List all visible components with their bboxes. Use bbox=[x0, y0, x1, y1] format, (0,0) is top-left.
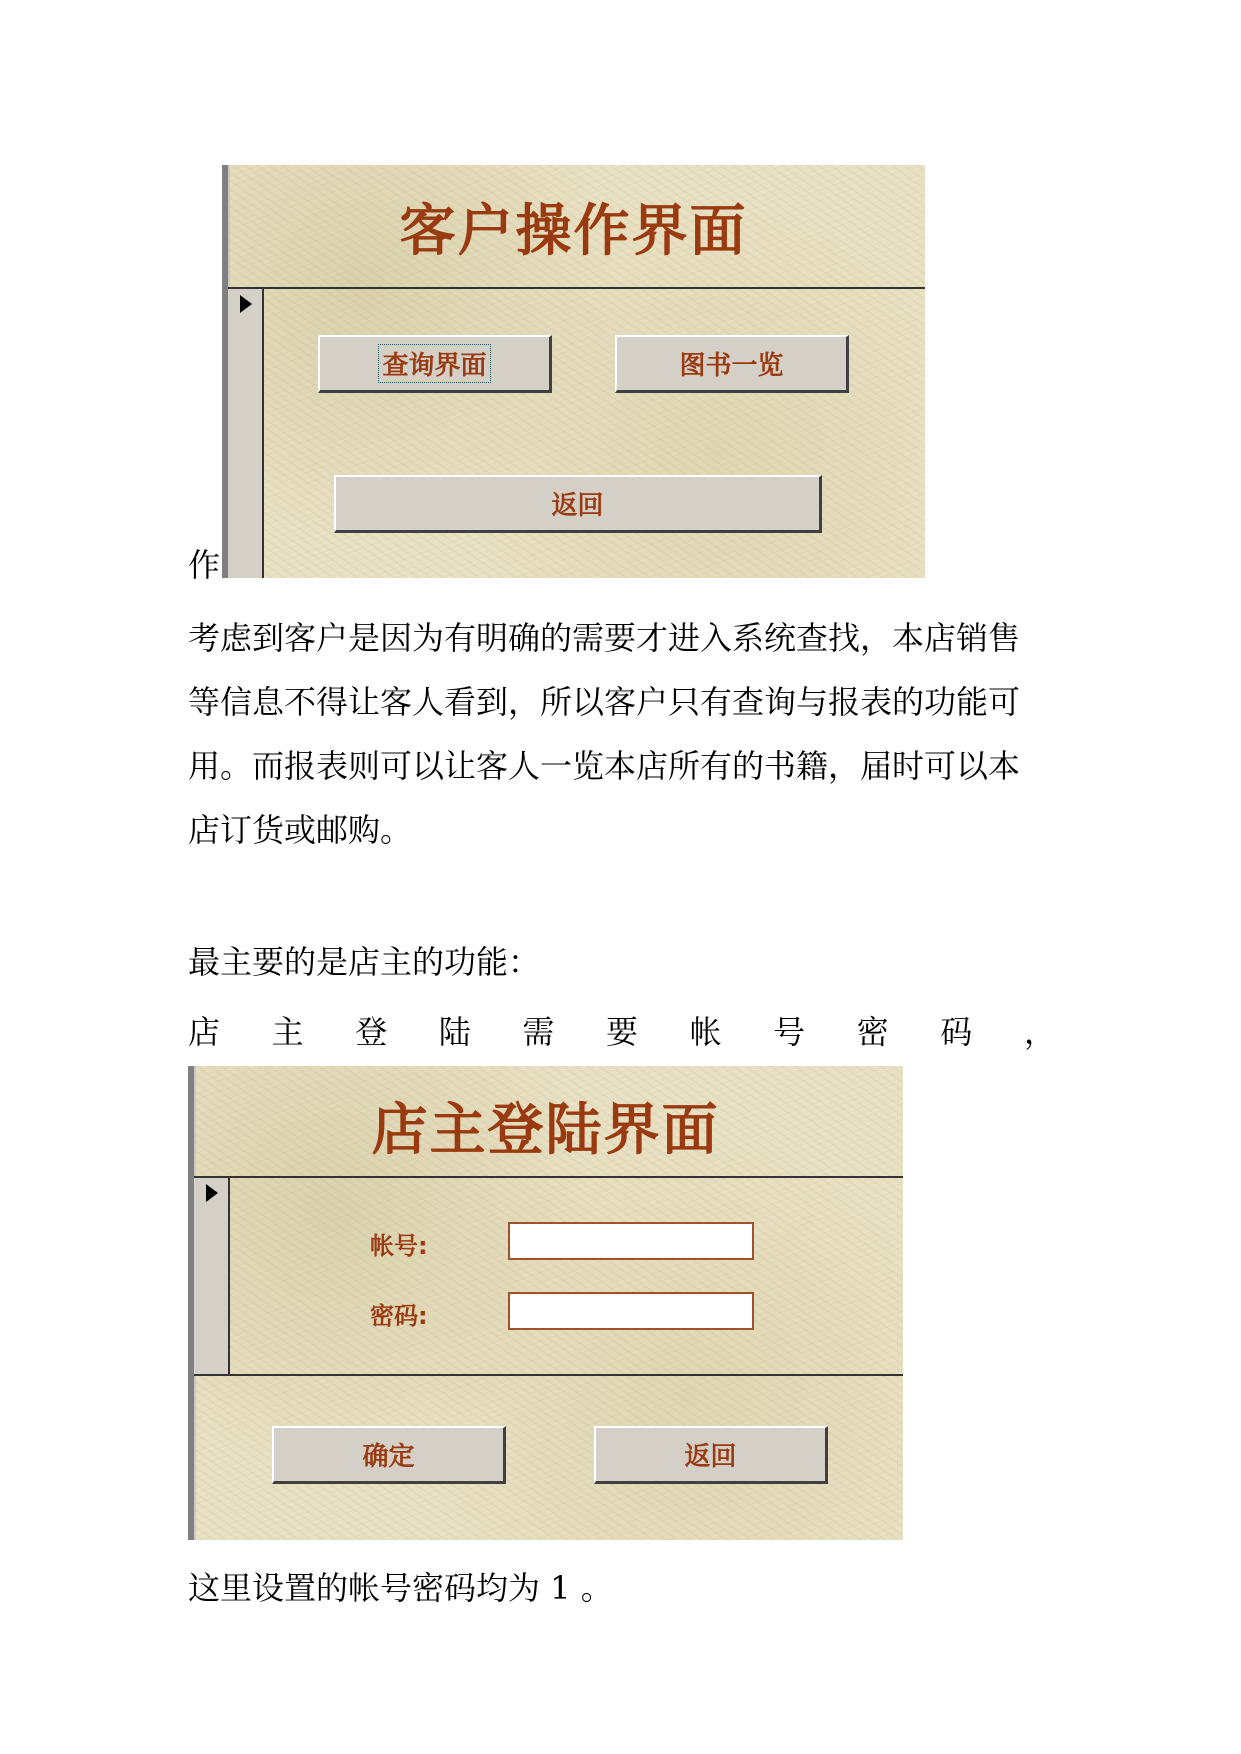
spread-char: 密 bbox=[856, 1013, 889, 1051]
back-button[interactable]: 返回 bbox=[334, 475, 822, 533]
account-field[interactable] bbox=[508, 1222, 754, 1260]
paragraph-owner-intro: 最主要的是店主的功能： bbox=[188, 943, 541, 981]
account-label: 帐号: bbox=[370, 1232, 428, 1260]
spread-char: 店 bbox=[188, 1013, 221, 1051]
owner-form-title: 店主登陆界面 bbox=[371, 1097, 720, 1163]
spread-char: 号 bbox=[773, 1013, 806, 1051]
stray-character: 作 bbox=[188, 546, 221, 584]
back-button[interactable]: 返回 bbox=[594, 1426, 828, 1484]
spread-char: 需 bbox=[522, 1013, 555, 1051]
books-list-button[interactable]: 图书一览 bbox=[615, 335, 849, 393]
paragraph-customer-description bbox=[188, 606, 1056, 862]
record-selector[interactable] bbox=[194, 1178, 230, 1374]
spread-char: 登 bbox=[355, 1013, 388, 1051]
form-footer-divider bbox=[194, 1374, 903, 1376]
query-button[interactable] bbox=[318, 335, 552, 393]
password-label: 密码: bbox=[370, 1302, 428, 1330]
spread-char: 码 bbox=[940, 1013, 973, 1051]
text-line: 店订货或邮购。 bbox=[188, 811, 413, 849]
confirm-button[interactable]: 确定 bbox=[272, 1426, 506, 1484]
customer-operation-form bbox=[222, 165, 925, 578]
text-line: 考虑到客户是因为有明确的需要才进入系统查找，本店销售 bbox=[188, 619, 1021, 657]
spread-char: 要 bbox=[605, 1013, 638, 1051]
form-header-divider bbox=[194, 1176, 903, 1178]
spread-char: 帐 bbox=[689, 1013, 722, 1051]
spread-char: 主 bbox=[271, 1013, 304, 1051]
record-pointer-icon bbox=[240, 295, 252, 313]
query-button-label: 查询界面 bbox=[378, 344, 490, 383]
record-pointer-icon bbox=[206, 1184, 218, 1202]
password-field[interactable] bbox=[508, 1292, 754, 1330]
paragraph-owner-login bbox=[188, 1000, 1056, 1064]
text-line: 用。而报表则可以让客人一览本店所有的书籍，届时可以本 bbox=[188, 747, 1021, 785]
form-header-divider bbox=[228, 287, 925, 289]
paragraph-credentials-note: 这里设置的帐号密码均为 1 。 bbox=[188, 1569, 613, 1607]
spread-char: ， bbox=[1023, 1013, 1056, 1051]
spread-char: 陆 bbox=[438, 1013, 471, 1051]
owner-login-form bbox=[188, 1066, 903, 1540]
customer-form-title: 客户操作界面 bbox=[399, 198, 748, 264]
record-selector[interactable] bbox=[228, 289, 264, 578]
text-line: 等信息不得让客人看到，所以客户只有查询与报表的功能可 bbox=[188, 683, 1021, 721]
